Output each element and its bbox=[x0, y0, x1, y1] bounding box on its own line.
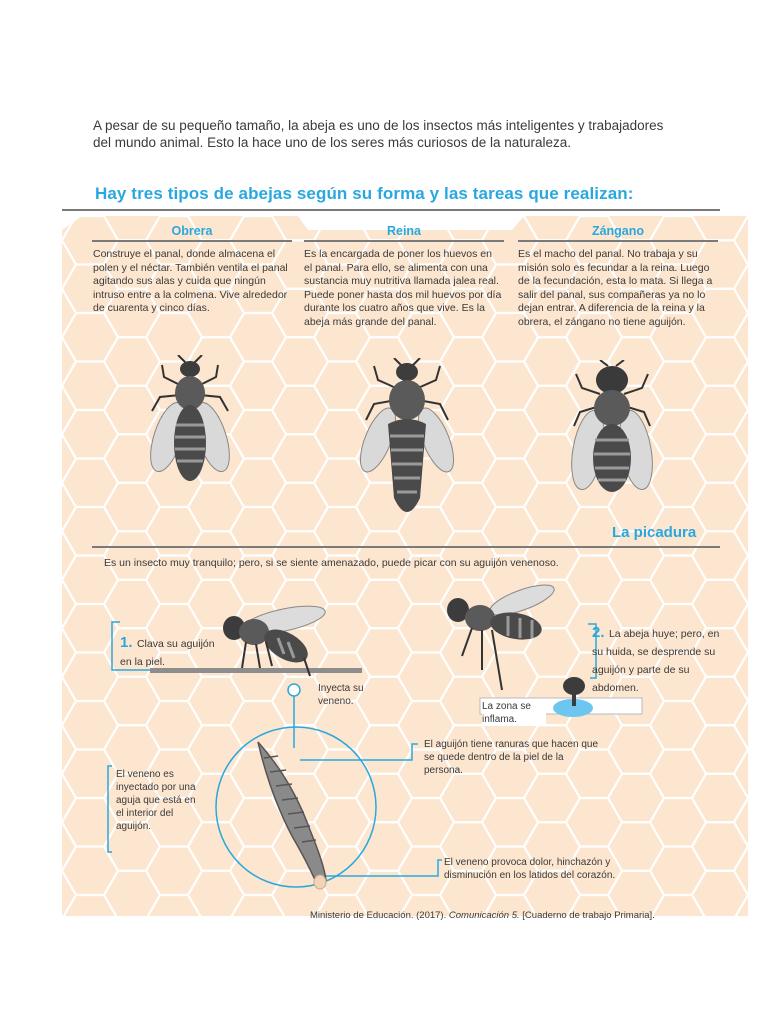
detached-stinger-illustration bbox=[556, 672, 592, 706]
step-1-number: 1. bbox=[120, 634, 133, 651]
citation-prefix: Ministerio de Educación. (2017). bbox=[310, 910, 449, 921]
column-text-reina: Es la encargada de poner los huevos en el panal. Para ello, se alimenta con una sustancia muy nutritiva llamada jalea real. Puede poner hasta dos mil huevos por día durante los cuatro años que vive. Es la abeja más grande del panal. bbox=[304, 248, 502, 328]
column-text-obrera: Construye el panal, donde almacena el polen y el néctar. También ventila el panal agitando sus alas y cuida que ningún intruso entre a la colmena. Vive alrededor de cuarenta y cinco días. bbox=[93, 248, 288, 314]
picadura-heading: La picadura bbox=[612, 524, 697, 541]
column-text-zangano: Es el macho del panal. No trabaja y su misión solo es fecundar a la reina. Luego de la fecundación, esta lo mata. Si llega a salir del panal, sus compañeras ya no lo dejan entrar. A diferencia de la reina y la obrera, el zángano no tiene aguijón. bbox=[518, 248, 713, 328]
source-citation bbox=[310, 910, 730, 921]
step-2-text: La abeja huye; pero, en su huida, se desprende su aguijón y parte de su abdomen. bbox=[592, 628, 720, 694]
section-heading: Hay tres tipos de abejas según su forma y las tareas que realizan: bbox=[95, 184, 634, 203]
column-title-reina: Reina bbox=[386, 224, 422, 238]
needle-venom-label: El veneno es inyectado por una aguja que está en el interior del aguijón. bbox=[116, 769, 196, 832]
step-1-label bbox=[120, 634, 220, 670]
venom-effects-label: El veneno provoca dolor, hinchazón y disminución en los latidos del corazón. bbox=[444, 857, 616, 881]
stinging-bee-illustration bbox=[214, 602, 334, 682]
step-2-label bbox=[592, 624, 732, 696]
inflamed-zone-label: La zona se inflama. bbox=[482, 700, 546, 726]
column-title-zangano: Zángano bbox=[591, 224, 645, 238]
injects-venom-label: Inyecta su veneno. bbox=[318, 683, 364, 707]
fleeing-bee-illustration bbox=[442, 580, 560, 698]
magnified-stinger-illustration bbox=[252, 740, 352, 890]
citation-title: Comunicación 5. bbox=[448, 910, 520, 921]
step-1-text: Clava su aguijón en la piel. bbox=[120, 638, 215, 668]
picadura-intro: Es un insecto muy tranquilo; pero, si se siente amenazado, puede picar con su aguijón venenoso. bbox=[104, 557, 559, 569]
intro-paragraph: A pesar de su pequeño tamaño, la abeja es uno de los insectos más inteligentes y trabajadores del mundo animal. Esto la hace uno de los seres más curiosos de la naturaleza. bbox=[93, 118, 664, 150]
stinger-grooves-label: El aguijón tiene ranuras que hacen que se quede dentro de la piel de la persona. bbox=[424, 739, 599, 776]
step-2-number: 2. bbox=[592, 624, 605, 641]
column-title-obrera: Obrera bbox=[171, 224, 213, 238]
citation-suffix: [Cuaderno de trabajo Primaria]. bbox=[519, 910, 655, 921]
